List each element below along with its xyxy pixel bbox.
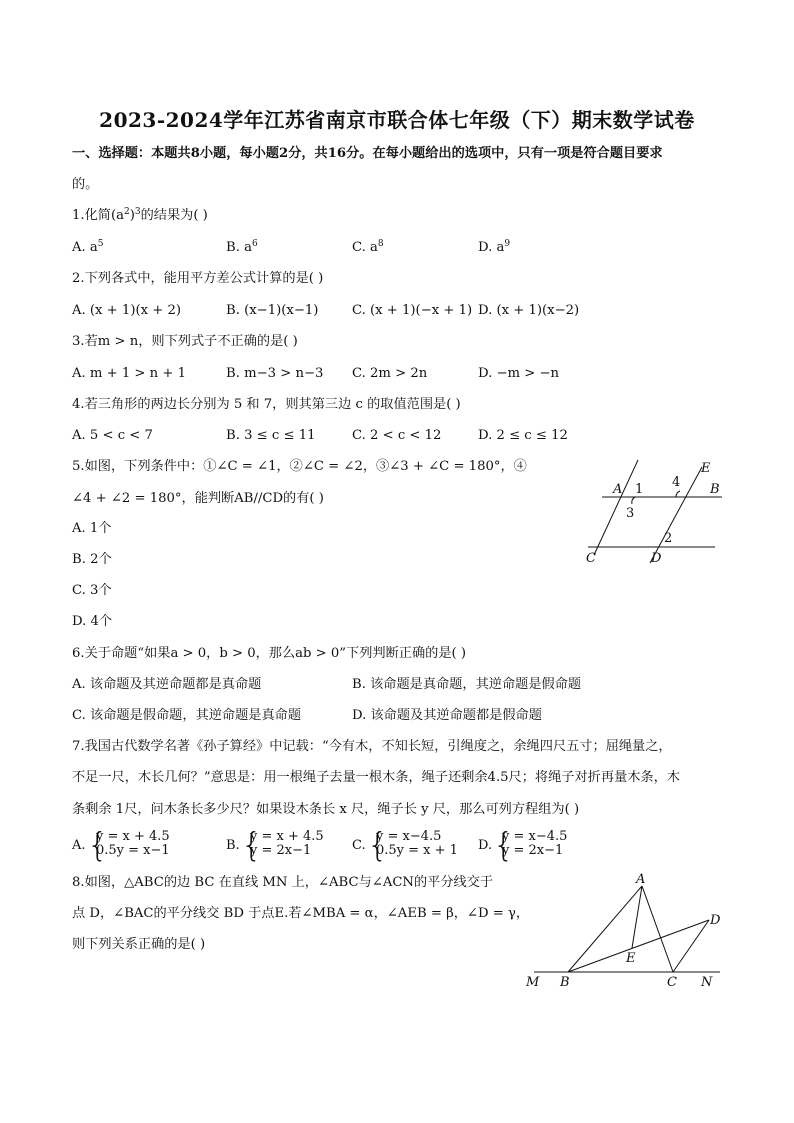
q5-option-b: B. 2个 xyxy=(72,552,112,567)
q1-option-a: A. $a^5$ xyxy=(72,239,104,255)
q2-option-d: D. (x + 1)(x−2) xyxy=(478,303,580,318)
q1-stem: 1.化简$(a^2)^3$的结果为( ) xyxy=(72,207,208,223)
q5-label-c: C xyxy=(586,551,596,566)
q8-label-e: E xyxy=(626,951,636,966)
q1-option-d: D. $a^9$ xyxy=(478,239,511,255)
q6-option-d: D. 该命题及其逆命题都是假命题 xyxy=(352,708,542,723)
page-title: 2023-2024学年江苏省南京市联合体七年级（下）期末数学试卷 xyxy=(99,108,695,132)
q1-option-c: C. $a^8$ xyxy=(352,239,384,255)
q5-label-d: D xyxy=(651,551,662,566)
q8-stem-line1: 8.如图，△ABC的边 BC 在直线 MN 上，∠ABC与∠ACN的平分线交于 xyxy=(72,875,494,890)
q6-option-a: A. 该命题及其逆命题都是真命题 xyxy=(72,677,262,692)
q8-label-n: N xyxy=(701,975,713,990)
q3-stem: 3.若m > n，则下列式子不正确的是( ) xyxy=(72,334,298,349)
q7-stem-line1: 7.我国古代数学名著《孙子算经》中记载：“今有木，不知长短，引绳度之，余绳四尺五寸；屈绳量之， xyxy=(72,739,672,754)
q2-option-a: A. (x + 1)(x + 2) xyxy=(72,303,182,318)
q5-stem-line1: 5.如图，下列条件中：①∠C = ∠1，②∠C = ∠2，③∠3 + ∠C = 180°，④ xyxy=(72,459,527,474)
q3-option-c: C. 2m > 2n xyxy=(352,366,428,381)
q6-option-b: B. 该命题是真命题，其逆命题是假命题 xyxy=(352,677,582,692)
q3-option-b: B. m−3 > n−3 xyxy=(226,366,324,381)
q5-label-e: E xyxy=(701,461,711,476)
q4-option-d: D. 2 ≤ c ≤ 12 xyxy=(478,428,568,443)
q8-label-m: M xyxy=(526,975,540,990)
q5-option-a: A. 1个 xyxy=(72,521,112,536)
q8-label-d: D xyxy=(710,913,721,928)
q5-label-3: 3 xyxy=(626,506,635,521)
q4-option-c: C. 2 < c < 12 xyxy=(352,428,442,443)
section-header-cont: 的。 xyxy=(72,177,99,192)
q8-label-b: B xyxy=(560,975,570,990)
q7-stem-line3: 条剩余 1尺，问木条长多少尺？如果设木条长 x 尺，绳子长 y 尺，那么可列方程组为( ) xyxy=(72,802,580,817)
q6-option-c: C. 该命题是假命题，其逆命题是真命题 xyxy=(72,708,302,723)
q8-stem-line3: 则下列关系正确的是( ) xyxy=(72,937,206,952)
q4-option-b: B. 3 ≤ c ≤ 11 xyxy=(226,428,316,443)
q8-line-cd xyxy=(673,920,709,972)
q8-label-c: C xyxy=(667,975,677,990)
q5-label-a: A xyxy=(613,482,623,497)
q5-figure xyxy=(580,455,730,570)
q2-stem: 2.下列各式中，能用平方差公式计算的是( ) xyxy=(72,271,324,286)
q3-option-d: D. −m > −n xyxy=(478,366,560,381)
q5-angle-arc-4 xyxy=(676,491,680,497)
q8-stem-line2: 点 D，∠BAC的平分线交 BD 于点E.若∠MBA = α，∠AEB = β，∠D = γ， xyxy=(72,906,530,921)
q5-stem-line2: ∠4 + ∠2 = 180°，能判断AB//CD的有( ) xyxy=(72,491,324,506)
q8-line-ac xyxy=(642,886,673,972)
q8-line-bd xyxy=(568,920,709,972)
q5-option-d: D. 4个 xyxy=(72,614,113,629)
q2-option-b: B. (x−1)(x−1) xyxy=(226,303,319,318)
q5-option-c: C. 3个 xyxy=(72,583,112,598)
exam-page: 2023-2024学年江苏省南京市联合体七年级（下）期末数学试卷 一、选择题：本题共8小题，每小题2分，共16分。在每小题给出的选项中，只有一项是符合题目要求 的。 1.化简$(a^2)^3$的结果为( ) A. $a^5$ B. $a^6$ C. $a^8$ D. $a^9$ 2.下列各式中，能用平方差公式计算的是( ) A. (x + 1)(x + 2) B. (x−1)(x−1) C. (x + 1)(−x + 1) D. (x + 1)(x−2) 3.若m > n，则下列式子不正确的是( ) A. m + 1 > n + 1 B. m−3 > n−3 C. 2m > 2n D. −m > −n 4.若三角形的两边长分别为 5 和 7，则其第三边 c 的取值范围是( ) A. 5 < c < 7 B. 3 ≤ c ≤ 11 C. 2 < c < 12 D. 2 ≤ c ≤ 12 5.如图，下列条件中：①∠C = ∠1，②∠C = ∠2，③∠3 + ∠C = 180°，④ ∠4 + ∠2 = 180°，能判断AB//CD的有( ) A. 1个 B. 2个 C. 3个 D. 4个 A 1 4 E B 3 2 C D 6.关于命题“如果a > 0，b > 0，那么ab > 0”下列判断正确的是( ) A. 该命题及其逆命题都是真命题 B. 该命题是真命题，其逆命题是假命题 C. 该命题是假命题，其逆命题是真命题 D. 该命题及其逆命题都是假命题 7.我国古代数学名著《孙子算经》中记载：“今有木，不知长短，引绳度之，余绳四尺五寸；屈绳量之， 不足一尺，木长几何？”意思是：用一根绳子去量一根木条，绳子还剩余4.5尺；将绳子对折再量木条，木 条剩余 1尺，问木条长多少尺？如果设木条长 x 尺，绳子长 y 尺，那么可列方程组为( ) A. { y = x + 4.5 0.5y = x−1 B. { y = x + 4.5 y = 2x−1 C. { y = x−4.5 0.5y = x + 1 D. { y = x−4.5 y = 2x−1 8.如图，△ABC的边 BC 在直线 MN 上，∠ABC与∠ACN的平分线交于 点 D，∠BAC的平分线交 BD 于点E.若∠MBA = α，∠AEB = β，∠D = γ， 则下列关系正确的是( ) A D E M B C N xyxy=(0,0,794,1123)
q1-option-b: B. $a^6$ xyxy=(226,239,258,255)
q4-stem: 4.若三角形的两边长分别为 5 和 7，则其第三边 c 的取值范围是( ) xyxy=(72,397,461,412)
q7-stem-line2: 不足一尺，木长几何？”意思是：用一根绳子去量一根木条，绳子还剩余4.5尺；将绳子对折再量木条，木 xyxy=(72,770,680,785)
q5-label-1: 1 xyxy=(635,482,644,497)
q5-angle-arc-3 xyxy=(632,497,635,504)
q5-label-2: 2 xyxy=(664,531,673,546)
q8-figure xyxy=(520,872,730,994)
q4-option-a: A. 5 < c < 7 xyxy=(72,428,153,443)
q8-label-a: A xyxy=(636,872,646,887)
q3-option-a: A. m + 1 > n + 1 xyxy=(72,366,186,381)
q5-label-b: B xyxy=(710,482,720,497)
q6-stem: 6.关于命题“如果a > 0，b > 0，那么ab > 0”下列判断正确的是( ) xyxy=(72,646,467,661)
section-header: 一、选择题：本题共8小题，每小题2分，共16分。在每小题给出的选项中，只有一项是符合题目要求 xyxy=(72,146,663,161)
q2-option-c: C. (x + 1)(−x + 1) xyxy=(352,303,473,318)
q5-label-4: 4 xyxy=(672,475,681,490)
